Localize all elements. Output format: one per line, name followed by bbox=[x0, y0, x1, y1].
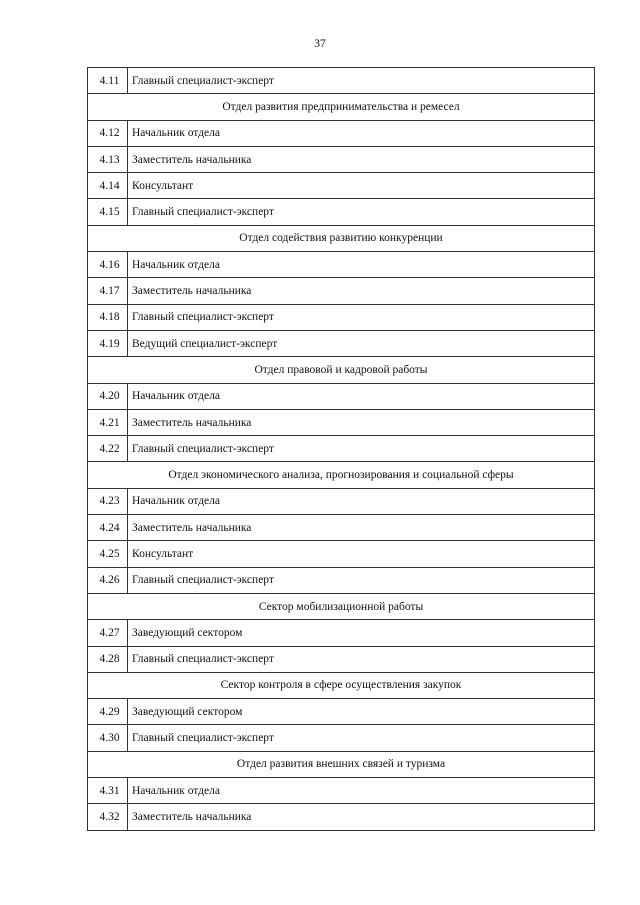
section-header-row bbox=[88, 357, 595, 383]
table-row bbox=[88, 252, 595, 278]
section-header-row bbox=[88, 672, 595, 698]
position-number: 4.28 bbox=[88, 646, 128, 672]
position-title: Заместитель начальника bbox=[128, 409, 595, 435]
position-number: 4.22 bbox=[88, 436, 128, 462]
table-row bbox=[88, 567, 595, 593]
table-row bbox=[88, 436, 595, 462]
section-title: Отдел развития внешних связей и туризма bbox=[88, 751, 595, 777]
position-title: Начальник отдела bbox=[128, 778, 595, 804]
positions-table bbox=[87, 67, 595, 831]
position-number: 4.14 bbox=[88, 173, 128, 199]
position-title: Заведующий сектором bbox=[128, 620, 595, 646]
position-number: 4.31 bbox=[88, 778, 128, 804]
position-number: 4.12 bbox=[88, 120, 128, 146]
position-number: 4.21 bbox=[88, 409, 128, 435]
position-title: Главный специалист-эксперт bbox=[128, 567, 595, 593]
position-number: 4.30 bbox=[88, 725, 128, 751]
position-number: 4.17 bbox=[88, 278, 128, 304]
section-header-row bbox=[88, 94, 595, 120]
position-number: 4.27 bbox=[88, 620, 128, 646]
table-row bbox=[88, 725, 595, 751]
position-title: Главный специалист-эксперт bbox=[128, 725, 595, 751]
position-title: Главный специалист-эксперт bbox=[128, 199, 595, 225]
table-row bbox=[88, 278, 595, 304]
position-number: 4.26 bbox=[88, 567, 128, 593]
section-title: Отдел развития предпринимательства и ремесел bbox=[88, 94, 595, 120]
position-number: 4.19 bbox=[88, 330, 128, 356]
table-row bbox=[88, 173, 595, 199]
position-number: 4.23 bbox=[88, 488, 128, 514]
table-row bbox=[88, 541, 595, 567]
section-title: Отдел экономического анализа, прогнозирования и социальной сферы bbox=[88, 462, 595, 488]
position-number: 4.11 bbox=[88, 68, 128, 94]
table-row bbox=[88, 515, 595, 541]
section-header-row bbox=[88, 751, 595, 777]
position-number: 4.18 bbox=[88, 304, 128, 330]
table-row bbox=[88, 620, 595, 646]
section-header-row bbox=[88, 593, 595, 619]
positions-table-body bbox=[88, 68, 595, 831]
position-title: Заместитель начальника bbox=[128, 278, 595, 304]
position-title: Заместитель начальника bbox=[128, 804, 595, 830]
table-row bbox=[88, 199, 595, 225]
position-number: 4.16 bbox=[88, 252, 128, 278]
position-title: Заведующий сектором bbox=[128, 699, 595, 725]
table-row bbox=[88, 120, 595, 146]
position-title: Начальник отдела bbox=[128, 488, 595, 514]
table-row bbox=[88, 68, 595, 94]
table-row bbox=[88, 699, 595, 725]
position-title: Главный специалист-эксперт bbox=[128, 436, 595, 462]
position-number: 4.29 bbox=[88, 699, 128, 725]
position-title: Консультант bbox=[128, 173, 595, 199]
position-title: Консультант bbox=[128, 541, 595, 567]
position-title: Главный специалист-эксперт bbox=[128, 68, 595, 94]
position-title: Ведущий специалист-эксперт bbox=[128, 330, 595, 356]
table-row bbox=[88, 330, 595, 356]
table-row bbox=[88, 804, 595, 830]
table-row bbox=[88, 646, 595, 672]
section-title: Сектор контроля в сфере осуществления закупок bbox=[88, 672, 595, 698]
position-title: Начальник отдела bbox=[128, 252, 595, 278]
position-number: 4.24 bbox=[88, 515, 128, 541]
table-row bbox=[88, 778, 595, 804]
position-number: 4.13 bbox=[88, 146, 128, 172]
section-title: Отдел правовой и кадровой работы bbox=[88, 357, 595, 383]
position-title: Главный специалист-эксперт bbox=[128, 304, 595, 330]
position-number: 4.20 bbox=[88, 383, 128, 409]
table-row bbox=[88, 304, 595, 330]
section-header-row bbox=[88, 462, 595, 488]
position-number: 4.32 bbox=[88, 804, 128, 830]
table-row bbox=[88, 146, 595, 172]
position-number: 4.15 bbox=[88, 199, 128, 225]
table-row bbox=[88, 409, 595, 435]
position-title: Начальник отдела bbox=[128, 383, 595, 409]
page-number: 37 bbox=[314, 38, 326, 50]
position-title: Заместитель начальника bbox=[128, 146, 595, 172]
position-number: 4.25 bbox=[88, 541, 128, 567]
table-row bbox=[88, 488, 595, 514]
position-title: Заместитель начальника bbox=[128, 515, 595, 541]
position-title: Начальник отдела bbox=[128, 120, 595, 146]
table-row bbox=[88, 383, 595, 409]
position-title: Главный специалист-эксперт bbox=[128, 646, 595, 672]
section-title: Отдел содействия развитию конкуренции bbox=[88, 225, 595, 251]
section-title: Сектор мобилизационной работы bbox=[88, 593, 595, 619]
section-header-row bbox=[88, 225, 595, 251]
